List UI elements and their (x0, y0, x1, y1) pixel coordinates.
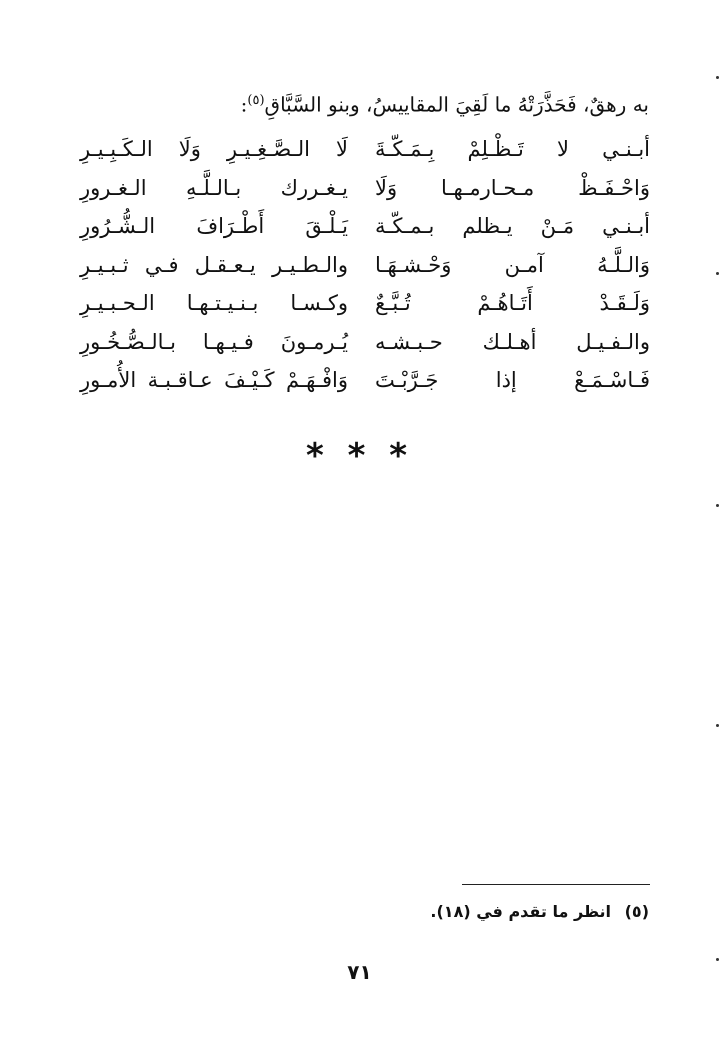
verse-first-hemistich: أبـنـي مَـنْ يـظلم بـمـكّـة (375, 214, 650, 238)
verse-second-hemistich: يُـرمـونَ فـيـهـا بـالـصُّـخُـورِ (80, 329, 348, 354)
verse-second-hemistich: وَافْـهَـمْ كَـيْـفَ عـاقـبـة الأُمـورِ (80, 368, 348, 392)
poem-verse (80, 169, 650, 208)
verse-first-hemistich: أبـنـي لا تَـظْـلِمْ بِـمَـكّـةَ (375, 137, 650, 161)
poem-verse (80, 207, 650, 246)
poem-verse (80, 361, 650, 400)
verse-first-hemistich: والـفـيـل أهـلـك حـبـشـه (375, 329, 650, 354)
poem-verse (80, 323, 650, 362)
intro-colon: : (240, 92, 248, 117)
footnote-text: انظر ما تقدم في (١٨). (430, 902, 612, 921)
verse-first-hemistich: وَالـلَّـهُ آمـن وَحْـشـهَـا (375, 252, 650, 277)
verse-second-hemistich: لَا الـصَّـغِـيـرِ وَلَا الـكَـبِـيـرِ (80, 137, 348, 161)
footnote-divider (462, 884, 650, 885)
poem-verse (80, 130, 650, 169)
verse-second-hemistich: يَـلْـقَ أَطْـرَافَ الـشُّـرُورِ (80, 214, 348, 238)
intro-line (59, 86, 649, 120)
poem (80, 130, 650, 400)
page-number: ٧١ (347, 960, 372, 984)
verse-second-hemistich: وكـسـا بـنـيـتـهـا الـحـبـيـرِ (80, 291, 348, 315)
section-separator: * * * (305, 436, 413, 476)
verse-first-hemistich: وَلَـقَـدْ أَتَـاهُـمْ تُـبَّـعٌ (375, 291, 650, 315)
poem-verse (80, 246, 650, 285)
verse-second-hemistich: يـغـررك بـالـلَّـهِ الـغـرورِ (80, 175, 348, 200)
poem-verse (80, 284, 650, 323)
verse-first-hemistich: وَاحْـفَـظْ مـحـارمـهـا وَلَا (375, 175, 650, 200)
footnote-number: (٥) (624, 902, 649, 921)
verse-second-hemistich: والـطـيـر يـعـقـل فـي ثـبـيـرِ (80, 252, 348, 277)
footnote (430, 902, 649, 921)
footnote-reference: (٥) (247, 93, 265, 108)
intro-text: به رهقٌ، فَحَذَّرَتْهُ ما لَقِيَ المقاييسُ، وبنو السَّبَّاقِ (264, 92, 649, 117)
verse-first-hemistich: فَـاسْـمَـعْ إذا جَـرَّبْـتَ (375, 368, 650, 392)
